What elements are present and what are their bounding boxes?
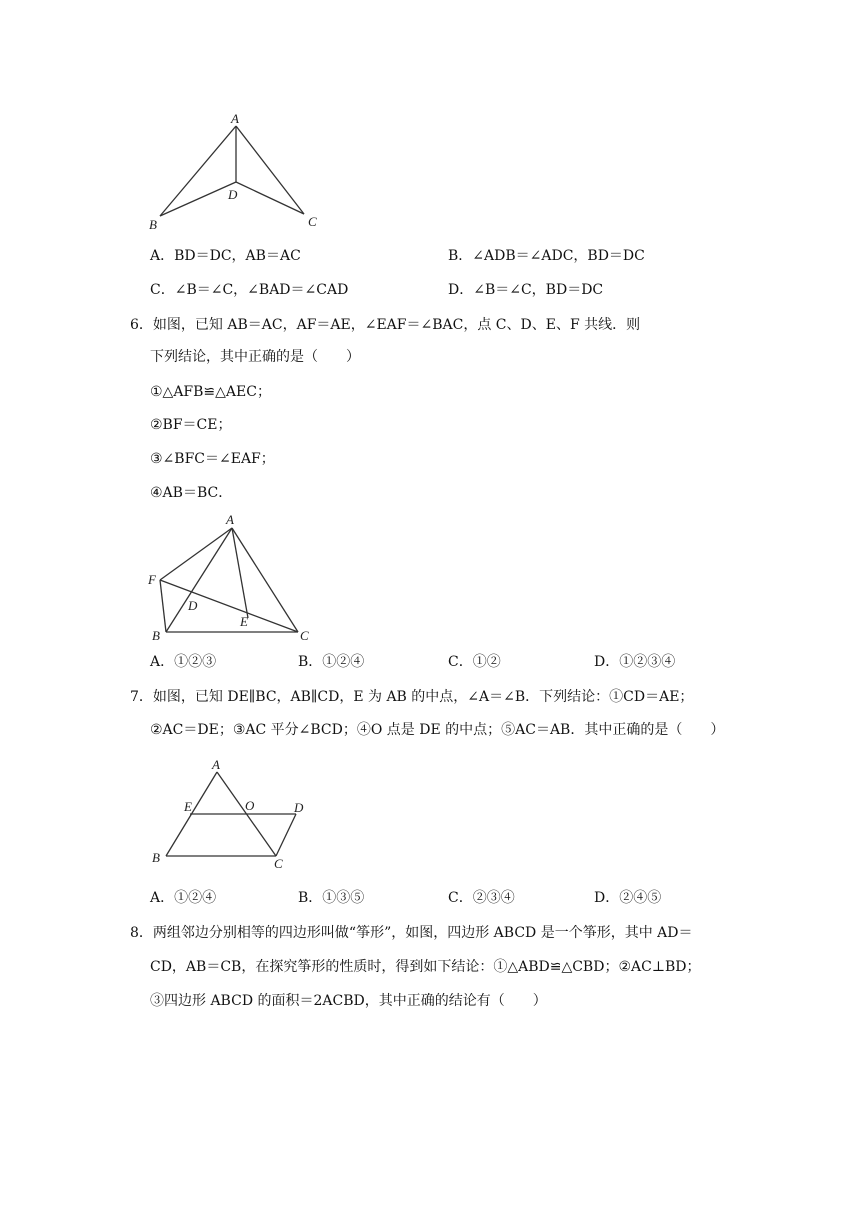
- q7-option-c: C．②③④: [448, 890, 515, 906]
- q6-label-c: C: [300, 628, 309, 643]
- q6-statement-2: ②BF＝CE；: [150, 417, 232, 433]
- q6-label-b: B: [152, 628, 160, 643]
- q7-stem-line1: 7．如图，已知 DE∥BC，AB∥CD，E 为 AB 的中点，∠A＝∠B．下列结论：①CD＝AE；: [130, 689, 694, 705]
- q5-figure: [140, 108, 340, 236]
- q7-label-a: A: [212, 757, 220, 772]
- q5-label-c: C: [308, 214, 317, 229]
- q6-stem-line1: 6．如图，已知 AB＝AC，AF＝AE，∠EAF＝∠BAC，点 C、D、E、F 共线．则: [130, 317, 641, 333]
- q6-statement-4: ④AB＝BC．: [150, 485, 233, 501]
- q7-label-d: D: [294, 800, 304, 815]
- q6-label-e: E: [240, 614, 248, 629]
- q8-line3: ③四边形 ABCD 的面积＝2ACBD，其中正确的结论有（ ）: [150, 993, 547, 1009]
- q6-option-b: B．①②④: [298, 654, 365, 670]
- q5-option-c: C．∠B＝∠C，∠BAD＝∠CAD: [150, 282, 349, 298]
- q5-label-d: D: [228, 187, 238, 202]
- q8-line2: CD，AB＝CB，在探究筝形的性质时，得到如下结论：①△ABD≌△CBD；②AC⊥BD；: [150, 959, 701, 975]
- q7-label-e: E: [184, 799, 192, 814]
- q5-label-a: A: [231, 111, 239, 126]
- q8-line1: 8．两组邻边分别相等的四边形叫做“筝形”，如图，四边形 ABCD 是一个筝形，其中 AD＝: [130, 925, 693, 941]
- q7-option-a: A．①②④: [150, 890, 217, 906]
- q6-option-d: D．①②③④: [594, 654, 676, 670]
- q6-statement-3: ③∠BFC＝∠EAF；: [150, 451, 275, 467]
- q5-option-a: A．BD＝DC，AB＝AC: [150, 248, 301, 264]
- q6-label-d: D: [188, 598, 198, 613]
- q6-figure: [140, 508, 320, 646]
- q5-option-b: B．∠ADB＝∠ADC，BD＝DC: [448, 248, 645, 264]
- q6-statement-1: ①△AFB≌△AEC；: [150, 384, 271, 400]
- q6-label-a: A: [226, 512, 234, 527]
- q6-option-c: C．①②: [448, 654, 501, 670]
- q7-figure: [140, 752, 320, 874]
- q5-option-d: D．∠B＝∠C，BD＝DC: [448, 282, 604, 298]
- q7-option-b: B．①③⑤: [298, 890, 365, 906]
- q6-stem-line2: 下列结论，其中正确的是（ ）: [150, 349, 360, 365]
- q7-label-o: O: [245, 798, 255, 813]
- q5-label-b: B: [149, 217, 157, 232]
- q7-label-c: C: [274, 856, 283, 871]
- q7-label-b: B: [152, 850, 160, 865]
- q7-stem-line2: ②AC＝DE；③AC 平分∠BCD；④O 点是 DE 的中点；⑤AC＝AB．其中正确的是（ ）: [150, 722, 725, 738]
- q6-option-a: A．①②③: [150, 654, 217, 670]
- q6-label-f: F: [148, 572, 156, 587]
- q7-option-d: D．②④⑤: [594, 890, 662, 906]
